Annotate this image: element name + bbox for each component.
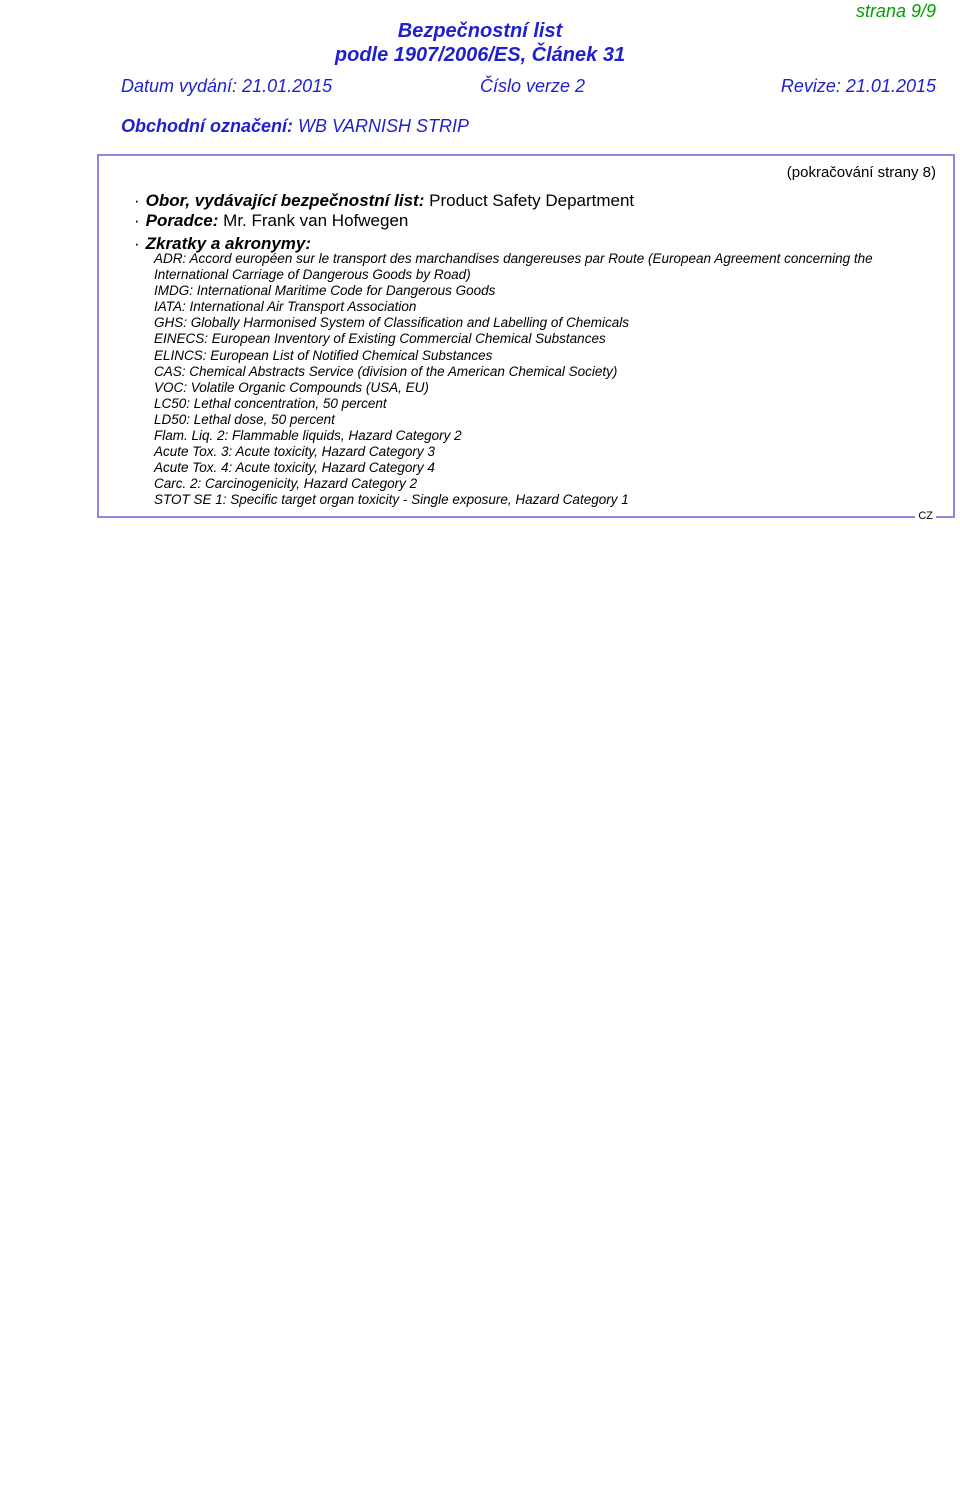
advisor-label: Poradce:: [145, 211, 219, 230]
abbreviation-line: Acute Tox. 3: Acute toxicity, Hazard Category 3: [154, 444, 435, 460]
bullet: ·: [134, 191, 140, 210]
bullet: ·: [134, 234, 140, 253]
issuer-value: Product Safety Department: [429, 191, 635, 210]
trade-name-label: Obchodní označení:: [121, 116, 294, 136]
abbreviation-line: LD50: Lethal dose, 50 percent: [154, 411, 335, 427]
abbreviation-line: EINECS: European Inventory of Existing Commercial Chemical Substances: [154, 331, 606, 347]
issuer-label: Obor, vydávající bezpečnostní list:: [145, 191, 425, 210]
abbreviation-line: CAS: Chemical Abstracts Service (division of the American Chemical Society): [154, 363, 618, 379]
abbreviation-line: Acute Tox. 4: Acute toxicity, Hazard Category 4: [154, 460, 435, 476]
continuation-note: (pokračování strany 8): [786, 164, 936, 181]
document-subtitle: podle 1907/2006/ES, Článek 31: [334, 44, 626, 66]
trade-name: [121, 116, 469, 137]
revision-date: Revize: 21.01.2015: [780, 76, 936, 96]
abbreviation-line: STOT SE 1: Specific target organ toxicity - Single exposure, Hazard Category 1: [154, 492, 629, 508]
issuer-item: [134, 191, 634, 211]
version-number: Číslo verze 2: [480, 76, 586, 96]
abbreviation-line: Flam. Liq. 2: Flammable liquids, Hazard Category 2: [154, 428, 462, 444]
advisor-item: [134, 211, 408, 231]
trade-name-value: WB VARNISH STRIP: [298, 116, 470, 136]
language-code: CZ: [915, 510, 936, 522]
abbreviation-line: ADR: Accord européen sur le transport des marchandises dangereuses par Route (European Agreement concerning the: [154, 251, 873, 266]
abbreviation-line: GHS: Globally Harmonised System of Classification and Labelling of Chemicals: [154, 315, 629, 331]
page-number: strana 9/9: [855, 1, 936, 21]
bullet: ·: [134, 211, 140, 230]
abbreviations-label: Zkratky a akronymy:: [145, 234, 312, 253]
abbreviation-line: VOC: Volatile Organic Compounds (USA, EU): [154, 379, 429, 395]
abbreviations-list: [154, 251, 944, 509]
document-title: Bezpečnostní list: [397, 20, 563, 42]
abbreviation-line: Carc. 2: Carcinogenicity, Hazard Category 2: [154, 476, 418, 492]
abbreviation-line: IMDG: International Maritime Code for Dangerous Goods: [154, 283, 496, 299]
abbreviation-line: International Carriage of Dangerous Goods by Road): [154, 267, 471, 283]
advisor-value: Mr. Frank van Hofwegen: [223, 211, 409, 230]
abbreviation-line: ELINCS: European List of Notified Chemical Substances: [154, 347, 493, 363]
abbreviation-line: LC50: Lethal concentration, 50 percent: [154, 395, 387, 411]
abbreviation-line: IATA: International Air Transport Association: [154, 299, 417, 315]
issue-date: Datum vydání: 21.01.2015: [121, 76, 333, 96]
